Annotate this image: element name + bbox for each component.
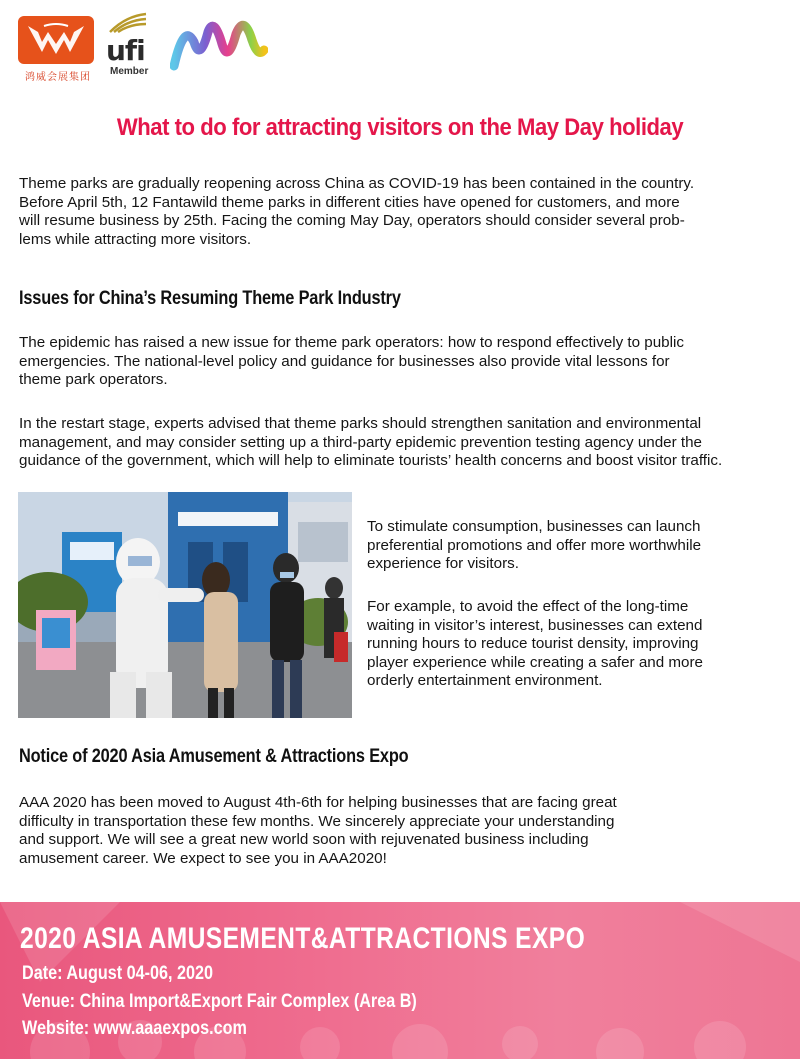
section-heading-issues: Issues for China’s Resuming Theme Park Industry (19, 288, 401, 309)
intro-paragraph: Theme parks are gradually reopening across China as COVID-19 has been contained in the country. Before April 5th, 12 Fantawild theme parks in different cities have opened for customers, and more will resume business by 25th. Facing the coming May Day, operators should consider several prob- lems while attracting more visitors. (19, 175, 695, 248)
banner-website[interactable]: Website: www.aaaexpos.com (22, 1017, 247, 1039)
grandeur-logo (18, 16, 94, 64)
aaa-expo-logo-icon (170, 14, 268, 76)
ufi-member-label: Member (110, 66, 149, 77)
company-name-cn: 鸿威会展集团 (25, 72, 91, 83)
ufi-swoosh-icon (108, 12, 148, 34)
issues-paragraph-2: In the restart stage, experts advised that theme parks should strengthen sanitation and environmental management, and may consider setting up a third-party epidemic prevention testing agency under the guidance of the government, which will help to eliminate tourists’ health concerns and boost visitor traffic. (19, 415, 723, 469)
ufi-member-logo (104, 12, 164, 82)
issues-paragraph-1: The epidemic has raised a new issue for theme park operators: how to respond effectively to public emergencies. The national-level policy and guidance for businesses also provide vital lessons for theme park operators. (19, 334, 684, 388)
example-paragraph: For example, to avoid the effect of the long-time waiting in visitor’s interest, businesses can extend running hours to reduce tourist density, improving player experience while creating a safer and more orderly entertainment environment. (367, 598, 703, 689)
expo-banner (0, 902, 800, 1059)
notice-paragraph: AAA 2020 has been moved to August 4th-6th for helping businesses that are facing great difficulty in transportation these few months. We sincerely appreciate your understanding and support. We will see a great new world soon with rejuvenated business including amusement career. We expect to see you in AAA2020! (19, 794, 617, 867)
page-title: What to do for attracting visitors on the May Day holiday (116, 114, 684, 141)
temperature-check-photo (18, 492, 352, 718)
wing-w-icon (26, 22, 86, 60)
banner-venue: Venue: China Import&Export Fair Complex (Area B) (22, 990, 417, 1012)
header-logos (18, 12, 318, 82)
ufi-wordmark: ufi (106, 34, 145, 67)
banner-title: 2020 ASIA AMUSEMENT&ATTRACTIONS EXPO (20, 922, 586, 955)
consumption-paragraph: To stimulate consumption, businesses can launch preferential promotions and offer more worthwhile experience for visitors. (367, 518, 702, 572)
photo-illustration (18, 492, 352, 718)
section-heading-notice: Notice of 2020 Asia Amusement & Attractions Expo (19, 746, 409, 767)
banner-date: Date: August 04-06, 2020 (22, 962, 214, 984)
